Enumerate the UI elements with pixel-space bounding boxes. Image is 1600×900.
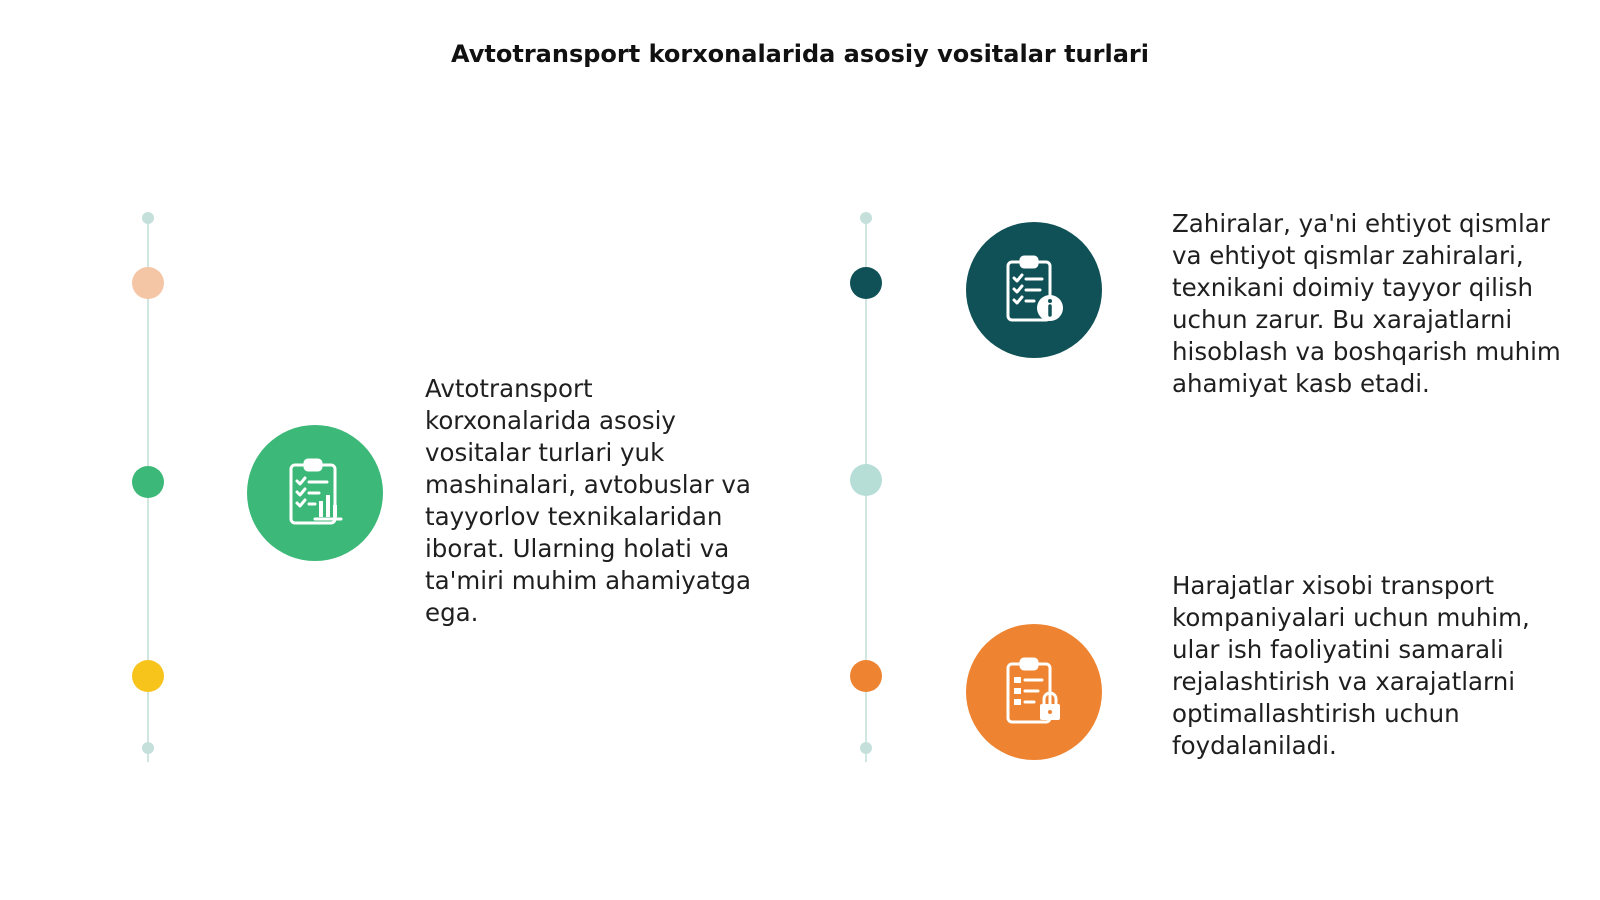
diagram-title: Avtotransport korxonalarida asosiy vositalar turlari [451,40,1149,68]
timeline-node-dark-teal [850,267,882,299]
timeline-cap-bottom [860,742,872,754]
item-text-2: Zahiralar, ya'ni ehtiyot qismlar va ehtiyot qismlar zahiralari, texnikani doimiy tayyor qilish uchun zarur. Bu xarajatlarni hisoblash va boshqarish muhim ahamiyat kasb etadi. [1172,209,1561,398]
timeline-node-peach [132,267,164,299]
timeline-node-orange [850,660,882,692]
timeline-cap-top [860,212,872,224]
clipboard-chart-icon [247,425,383,561]
timeline-node-light-teal [850,464,882,496]
timeline-cap-bottom [142,742,154,754]
timeline-node-yellow [132,660,164,692]
item-text-1: Avtotransport korxonalarida asosiy vositalar turlari yuk mashinalari, avtobuslar va tayyorlov texnikalaridan iborat. Ularning holati va ta'miri muhim ahamiyatga ega. [425,374,751,627]
clipboard-info-icon [966,222,1102,358]
right-timeline [846,210,886,770]
clipboard-lock-icon [966,624,1102,760]
timeline-node-green [132,466,164,498]
timeline-cap-top [142,212,154,224]
item-text-3: Harajatlar xisobi transport kompaniyalari uchun muhim, ular ish faoliyatini samarali rejalashtirish va xarajatlarni optimallashtirish uchun foydalaniladi. [1172,571,1530,760]
left-timeline [128,210,168,770]
